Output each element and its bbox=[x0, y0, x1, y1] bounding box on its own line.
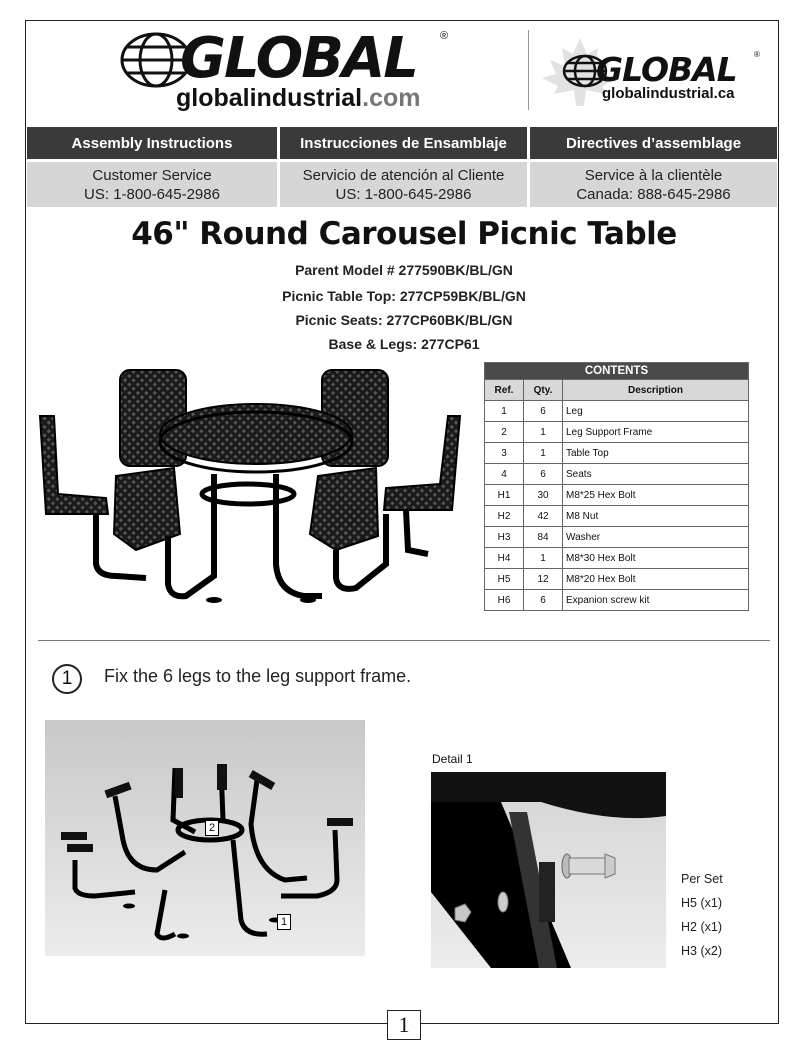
per-set-label: Per Set bbox=[681, 872, 723, 886]
step-number-badge: 1 bbox=[52, 664, 82, 694]
registered-mark-ca: ® bbox=[754, 50, 760, 59]
contents-table bbox=[484, 362, 749, 611]
callout-2: 2 bbox=[205, 820, 219, 836]
table-row: 3 1 Table Top bbox=[485, 443, 749, 464]
table-row: 2 1 Leg Support Frame bbox=[485, 422, 749, 443]
global-logo-ca bbox=[540, 36, 770, 112]
detail-label: Detail 1 bbox=[432, 752, 473, 766]
detail-drawing bbox=[431, 772, 666, 968]
service-es: Servicio de atención al Cliente US: 1-800-645-2986 bbox=[280, 162, 527, 207]
seats-model: Picnic Seats: 277CP60BK/BL/GN bbox=[295, 312, 513, 328]
table-row: H4 1 M8*30 Hex Bolt bbox=[485, 548, 749, 569]
section-divider bbox=[38, 640, 770, 641]
step-instruction: Fix the 6 legs to the leg support frame. bbox=[104, 666, 412, 686]
logo-wordmark: GLOBAL bbox=[180, 26, 417, 91]
per-set-h2: H2 (x1) bbox=[681, 920, 722, 934]
registered-mark: ® bbox=[440, 30, 449, 42]
callout-1: 1 bbox=[277, 914, 291, 930]
domain-ca: globalindustrial.ca bbox=[602, 85, 735, 102]
table-row: 4 6 Seats bbox=[485, 464, 749, 485]
bar-assembly-es: Instrucciones de Ensamblaje bbox=[280, 127, 527, 159]
bar-assembly-fr: Directives d’assemblage bbox=[530, 127, 777, 159]
picnic-table-illustration bbox=[36, 364, 466, 604]
leg-frame-drawing bbox=[45, 720, 365, 956]
contents-caption: CONTENTS bbox=[485, 363, 749, 380]
bar-assembly-en: Assembly Instructions bbox=[27, 127, 277, 159]
table-row: H5 12 M8*20 Hex Bolt bbox=[485, 569, 749, 590]
col-qty: Qty. bbox=[524, 380, 563, 401]
logo-wordmark-ca: GLOBAL bbox=[596, 50, 737, 89]
table-top-model: Picnic Table Top: 277CP59BK/BL/GN bbox=[282, 288, 526, 304]
per-set-h5: H5 (x1) bbox=[681, 896, 722, 910]
col-description: Description bbox=[563, 380, 749, 401]
domain-us: globalindustrial.com bbox=[176, 84, 421, 112]
product-title: 46" Round Carousel Picnic Table bbox=[131, 216, 677, 252]
service-en: Customer Service US: 1-800-645-2986 bbox=[27, 162, 277, 207]
col-ref: Ref. bbox=[485, 380, 524, 401]
header-divider bbox=[528, 30, 529, 110]
leg-frame-render bbox=[45, 720, 365, 956]
table-row: H1 30 M8*25 Hex Bolt bbox=[485, 485, 749, 506]
table-row: H6 6 Expanion screw kit bbox=[485, 590, 749, 611]
global-logo-us bbox=[118, 26, 458, 112]
per-set-h3: H3 (x2) bbox=[681, 944, 722, 958]
base-model: Base & Legs: 277CP61 bbox=[328, 336, 480, 352]
table-row: H3 84 Washer bbox=[485, 527, 749, 548]
parent-model: Parent Model # 277590BK/BL/GN bbox=[295, 262, 513, 278]
table-row: 1 6 Leg bbox=[485, 401, 749, 422]
page-number: 1 bbox=[387, 1010, 421, 1040]
table-row: H2 42 M8 Nut bbox=[485, 506, 749, 527]
service-fr: Service à la clientèle Canada: 888-645-2986 bbox=[530, 162, 777, 207]
detail-render bbox=[431, 772, 666, 968]
